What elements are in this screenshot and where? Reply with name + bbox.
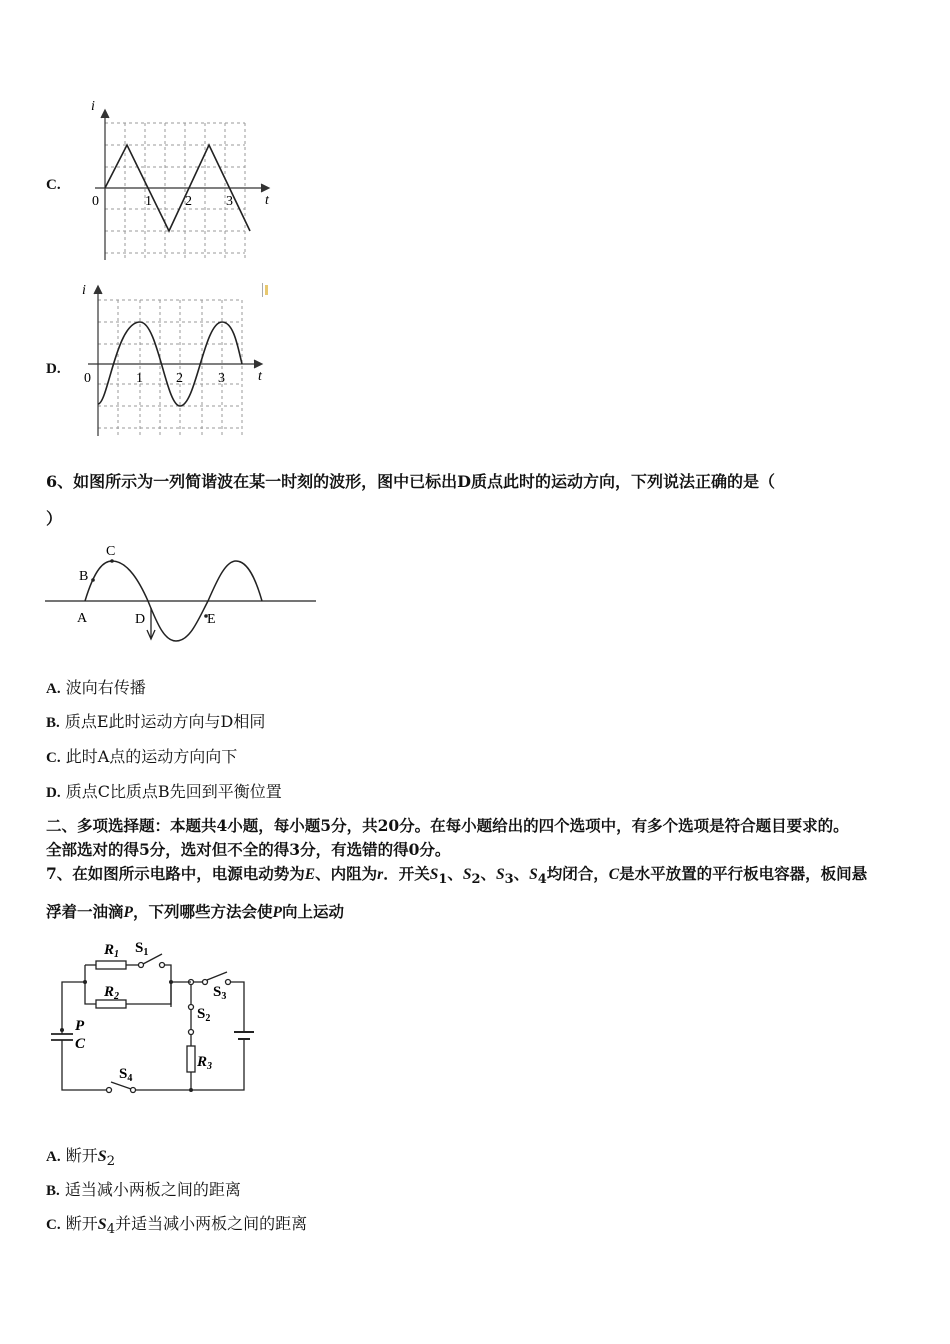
graph-c-tick-3: 3 [226,194,233,209]
q7-s3-sub: 3 [504,872,514,888]
wire-r2-right [126,982,171,1004]
label-s4: S [119,1066,128,1082]
q7-text-8: 向上运动 [281,902,344,921]
section2-line1: 二、多项选择题：本题共4小题，每小题5分，共20分。在每小题给出的四个选项中，有多个选项是符合题目要求的。 [46,816,849,835]
svg-text:S4 [119,1066,132,1084]
graph-d-tick-0: 0 [84,371,91,386]
q7-text-3: ．开关 [383,864,430,883]
q7-s2-symbol: S [462,866,472,883]
graph-c-grid [105,123,245,258]
graph-d-tick-1: 1 [136,371,143,386]
label-s1-sub: 1 [143,947,149,958]
q7-text-6: 浮着一油滴 [46,902,124,921]
q7-s1-sub: 1 [438,872,448,888]
q6-stem-line1: 6、如图所示为一列简谐波在某一时刻的波形，图中已标出D质点此时的运动方向，下列说法正确的是（ [46,472,776,491]
switch-s4-right [131,1088,136,1093]
node-right [169,980,173,984]
q7-text-1: 7、在如图所示电路中，电源电动势为 [46,864,305,883]
label-r3-sub: 3 [207,1061,213,1072]
svg-text:R2 [103,984,119,1002]
graph-c-y-arrow [101,110,109,118]
q6-option-b-label: B. [46,715,60,731]
q7-option-a[interactable] [46,1143,115,1169]
graph-c-tick-1: 1 [145,194,152,209]
q6-option-c[interactable] [46,744,237,767]
q7-option-c-sym: S [97,1216,107,1233]
resistor-r2 [96,1000,126,1008]
q6-option-a[interactable] [46,675,146,698]
svg-text:S2 [197,1006,210,1024]
q7-option-b-label: B. [46,1183,60,1199]
option-c-label: C. [46,177,61,193]
scan-mark [262,283,269,297]
q7-s3-symbol: S [495,866,505,883]
q7-stem-line2 [46,900,344,922]
label-s3-sub: 3 [221,991,227,1002]
node-bottom [189,1088,193,1092]
graph-c [85,98,285,268]
q7-capacitor-symbol: C [608,866,620,883]
wire-right-upper [164,965,171,1007]
label-r1-sub: 1 [114,949,120,960]
q7-text-4: 均闭合， [546,864,609,883]
q7-s4-sub: 4 [537,872,547,888]
label-s3: S [213,984,222,1000]
switch-s1-pivot [139,963,144,968]
q7-stem-line1 [46,862,867,887]
q7-drop-symbol: P [123,904,133,921]
graph-d-grid [98,300,242,436]
graph-c-tick-0: 0 [92,194,99,209]
q7-resistance-symbol: r [377,866,384,883]
q7-option-a-text: 断开 [65,1146,98,1165]
section2-line2: 全部选对的得5分，选对但不全的得3分，有选错的得0分。 [46,840,451,859]
oil-drop-p [60,1028,64,1032]
q7-option-c-sub: 4 [106,1222,116,1238]
q7-option-c-label: C. [46,1217,61,1233]
resistor-r3 [187,1046,195,1072]
switch-s3-blade [207,972,227,980]
q7-option-c[interactable] [46,1211,307,1237]
q6-option-b[interactable] [46,709,265,732]
q7-option-a-label: A. [46,1149,61,1165]
label-r2: R [104,984,115,1000]
switch-s2-top [189,1005,194,1010]
graph-d-axis-x: t [258,369,262,384]
graph-d-tick-3: 3 [218,371,225,386]
graph-c-tick-2: 2 [185,194,192,209]
q7-option-b[interactable] [46,1177,241,1200]
q7-sep-2: 、 [480,864,496,883]
label-s2: S [197,1006,206,1022]
q6-option-a-label: A. [46,681,61,697]
q7-s2-sub: 2 [471,872,481,888]
q7-option-b-text: 适当减小两板之间的距离 [64,1180,241,1199]
q7-option-c-text-2: 并适当减小两板之间的距离 [115,1214,308,1233]
label-r3: R [197,1054,208,1070]
wire-s3-right [230,982,244,1032]
label-r2-sub: 2 [114,991,120,1002]
q6-option-b-text: 质点E此时运动方向与D相同 [64,712,266,731]
svg-text:R3 [196,1054,212,1072]
q6-option-a-text: 波向右传播 [65,678,146,697]
wave-label-c: C [106,544,116,559]
wave-diagram [40,538,325,650]
svg-text:R1 [103,942,119,960]
q7-option-c-text: 断开 [65,1214,98,1233]
node-left [83,980,87,984]
option-d-label: D. [46,361,61,377]
label-s4-sub: 4 [127,1073,133,1084]
q7-s4-symbol: S [529,866,538,883]
point-c-dot [110,559,114,563]
resistor-r1 [96,961,126,969]
label-r1: R [104,942,115,958]
q6-option-d-text: 质点C比质点B先回到平衡位置 [65,782,282,801]
q7-sep-3: 、 [513,864,530,883]
switch-s2-bottom [189,1030,194,1035]
switch-s4-left [107,1088,112,1093]
switch-s3-contact [226,980,231,985]
q6-option-d-label: D. [46,785,61,801]
q7-text-7: ，下列哪些方法会使 [132,902,273,921]
svg-text:S1 [135,940,148,958]
point-b-dot [91,578,95,582]
wire-r2-left [85,982,96,1004]
q7-sep-1: 、 [447,864,463,883]
wave-label-d: D [135,612,146,627]
q6-stem-line2: ） [46,509,63,528]
graph-d [78,278,278,443]
switch-s1-contact [160,963,165,968]
label-p: P [75,1018,85,1034]
wave-label-e: E [207,612,216,627]
switch-s3-pivot [203,980,208,985]
svg-text:S3 [213,984,226,1002]
wave-label-b: B [79,569,89,584]
circuit-diagram [45,932,260,1100]
q7-emf-symbol: E [304,866,316,883]
q6-option-c-text: 此时A点的运动方向向下 [65,747,238,766]
graph-d-axis-y: i [82,283,86,298]
q7-drop-symbol-2: P [272,904,282,921]
label-s1: S [135,940,144,956]
label-s2-sub: 2 [205,1013,211,1024]
graph-d-y-arrow [94,286,102,294]
graph-c-axis-x: t [265,193,269,208]
q6-option-d[interactable] [46,779,282,802]
q7-text-5: 是水平放置的平行板电容器，板间悬 [619,864,868,883]
q7-s1-symbol: S [429,866,439,883]
graph-d-x-arrow [254,360,262,368]
graph-d-tick-2: 2 [176,371,183,386]
q7-option-a-sym: S [97,1148,107,1165]
label-c: C [75,1036,86,1052]
q7-text-2: 、内阻为 [315,864,378,883]
q7-option-a-sub: 2 [106,1154,116,1170]
graph-c-axis-y: i [91,99,95,114]
q6-option-c-label: C. [46,750,61,766]
graph-c-x-arrow [261,184,269,192]
wave-label-a: A [77,611,88,626]
